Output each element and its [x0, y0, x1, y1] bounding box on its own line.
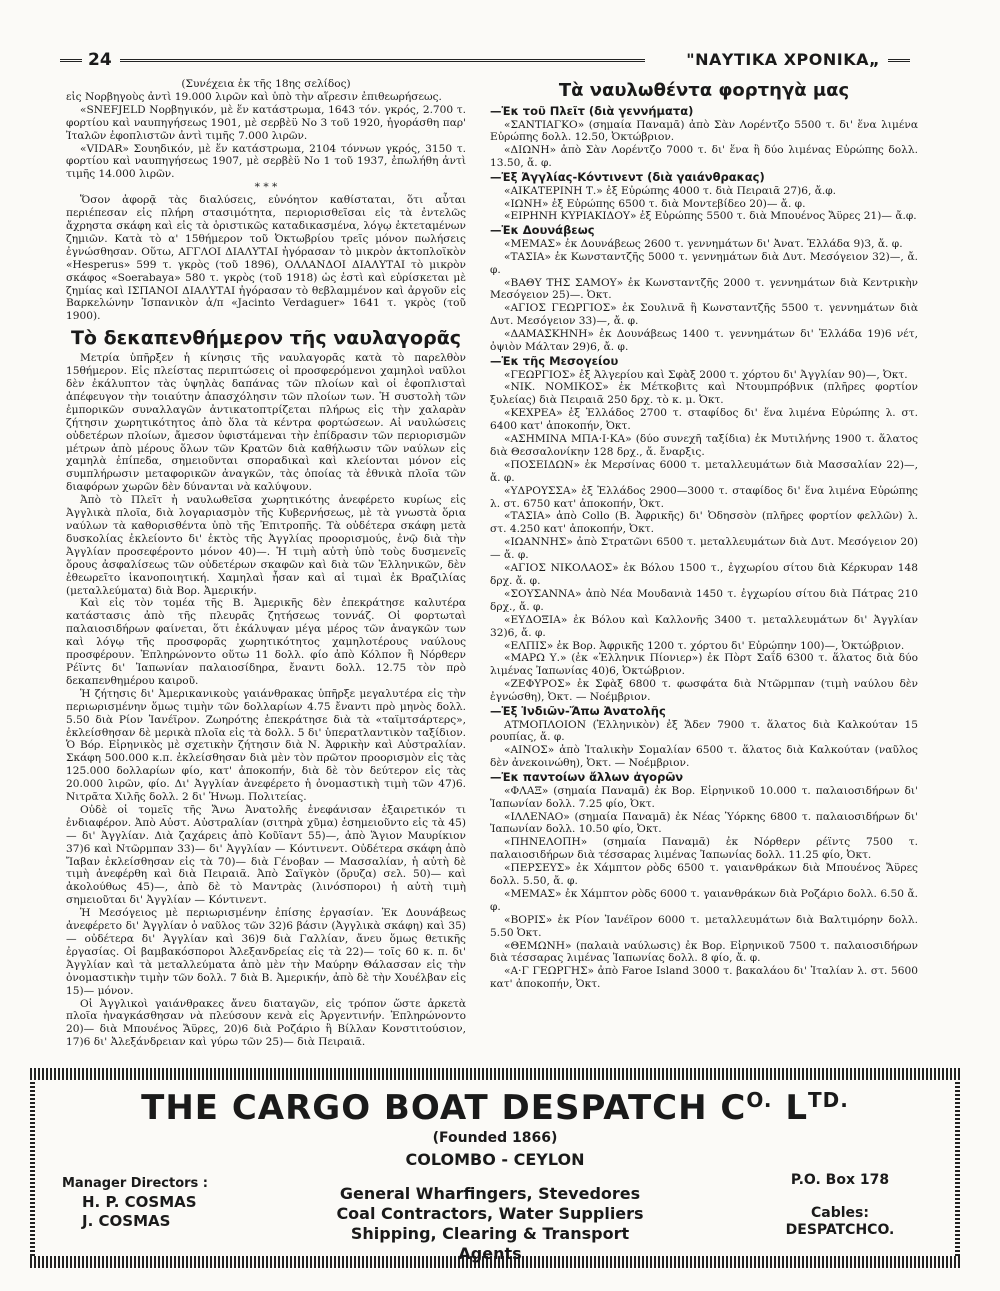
po-box: P.O. Box 178 — [790, 1172, 890, 1188]
charter-entry: «ΚΕΧΡΕΑ» ἐξ Ἑλλάδος 2700 τ. σταφίδος δι' ἕνα λιμένα Εὐρώπης λ. στ. 6400 κατ' ἀποκοπήν, Ὀκτ. — [490, 407, 918, 433]
charter-entry: «ΕΛΠΙΣ» ἐκ Βορ. Ἀφρικῆς 1200 τ. χόρτου δι' Εὐρώπην 100)—, Ὀκτώβριον. — [504, 639, 905, 652]
charter-entry: «ΕΥΔΟΞΙΑ» ἐκ Βόλου καὶ Καλλονῆς 3400 τ. μεταλλευμάτων δι' Ἀγγλίαν 32)6, ἄ. φ. — [490, 613, 918, 639]
paragraph: Ὅσον ἀφορᾷ τὰς διαλύσεις, εὐνόητον καθίσταται, ὅτι αὗται περιέπεσαν εἰς πλήρη στασιμότητα, περιορισθεῖσαι εἰς τὰ ἐντελῶς ἄχρηστα σκάφη καὶ εἰς τὰ ὁριστικῶς καταδικασμένα, λόγῳ ἐκτεταμένων ζημιῶν. Κατὰ τὸ α' 15θήμερον τοῦ Ὀκτωβρίου τρεῖς μόνον πωλήσεις ἐγνώσθησαν. Οὕτω, ΑΓΓΛΟΙ ΔΙΑΛΥΤΑΙ ἠγόρασαν τὸ μικρὸν ἀκτοπλοϊκὸν «Hesperus» 599 τ. γκρὸς (τοῦ 1896), ΟΛΛΑΝΔΟΙ ΔΙΑΛΥΤΑΙ τὸ μικρὸν σκάφος «Soerabaya» 580 τ. γκρὸς (τοῦ 1918) ὡς ἐστὶ καὶ εὑρίσκεται μὲ ζημίας καὶ ΙΣΠΑΝΟΙ ΔΙΑΛΥΤΑΙ ἠγόρασαν τὸ θεβλαμμένον καὶ ἀργοῦν εἰς Βαρκελώνην Ἰσπανικὸν ἀ/π «Jacinto Verdaguer» 1641 τ. γκρὸς (τοῦ 1900). — [66, 194, 466, 323]
charter-entry: «ΙΛΛΕΝΑΟ» (σημαία Παναμᾶ) ἐκ Νέας Ὑόρκης 6800 τ. παλαιοσιδήρων δι' Ἰαπωνίαν δολλ. 10.50 φίο, Ὀκτ. — [490, 810, 918, 836]
charter-entry: «ΑΓΙΟΣ ΝΙΚΟΛΑΟΣ» ἐκ Βόλου 1500 τ., ἐγχωρίου σίτου διὰ Κέρκυραν 148 δρχ. ἄ. φ. — [490, 562, 918, 587]
advertisement — [30, 1068, 960, 1268]
header-rule-right — [888, 59, 910, 62]
location: COLOMBO - CEYLON — [405, 1150, 585, 1169]
section-heading: —Ἐξ Ἀγγλίας-Κόντινεντ (διὰ γαιάνθρακας) — [490, 170, 765, 185]
ad-border-top — [30, 1068, 960, 1080]
left-column — [66, 78, 466, 1049]
charter-entry: «ΝΙΚ. ΝΟΜΙΚΟΣ» ἐκ Μέτκοβιτς καὶ Ντουμπρόβνικ (πλῆρες φορτίον ξυλείας) διὰ Πειραιᾶ 250 δρχ. τὸ κ. μ. Ὀκτ. — [490, 381, 918, 407]
charter-entry: «ΠΟΣΕΙΔΩΝ» ἐκ Μερσίνας 6000 τ. μεταλλευμάτων διὰ Μασσαλίαν 22)—, ἄ. φ. — [490, 458, 918, 484]
right-column — [490, 78, 918, 991]
contact — [760, 1172, 920, 1239]
charter-entry: «ΜΑΡΩ Υ.» (ἐκ «Ἑλληνικ Πίονιερ») ἐκ Πὸρτ Σαΐδ 6300 τ. ἅλατος διὰ δύο λιμένας Ἰαπωνίας 40)6, Ὀκτώβριον. — [490, 652, 918, 678]
paragraph: Μετρία ὑπῆρξεν ἡ κίνησις τῆς ναυλαγορᾶς κατὰ τὸ παρελθὸν 15θήμερον. Εἰς πλείστας περιπτώσεις οἱ προσφερόμενοι χαμηλοὶ ναῦλοι δὲν ἐκάλυπτον τὰς ὑψηλὰς δαπάνας τῶν πλοίων καὶ οἱ ἐφοπλισταὶ ἀπέφευγον τὴν τοιαύτην ἀπασχόλησιν τῶν πλοίων των. Ἡ συστολὴ τῶν ἐμπορικῶν συναλλαγῶν ἀντικατοπτρίζεται πλήρως εἰς τὴν χαλαρὰν ζήτησιν χωρητικότητος ἀπὸ ὅλα τὰ κέντρα φορτώσεων. Αἱ ναυλώσεις οὐδετέρων πλοίων, ἄμεσον ὑφιστάμεναι τὴν ἐπίδρασιν τῶν περιορισμῶν μέτρων ἀπὸ μέρους ὅλων τῶν Κρατῶν διὰ καθήλωσιν τῶν ναύλων εἰς χαμηλὰ ἐπίπεδα, σημειοῦνται σποραδικαὶ καὶ κλείονται μόνον εἰς συμπλήρωσιν μεταφορικῶν ἀναγκῶν, τὰς ὁποίας τὰ ἐθνικὰ πλοῖα τῶν διαφόρων χωρῶν δὲν δύνανται νὰ καλύψουν. — [66, 352, 466, 494]
charter-entry: «ΑΙΚΑΤΕΡΙΝΗ Τ.» ἐξ Εὐρώπης 4000 τ. διὰ Πειραιᾶ 27)6, ἄ.φ. — [504, 184, 836, 197]
charter-entry: «ΖΕΦΥΡΟΣ» ἐκ Σφὰξ 6800 τ. φωσφάτα διὰ Ντῶρμπαν (τιμὴ ναύλου δὲν ἐγνώσθη), Ὀκτ. — Νοέμβριον. — [490, 678, 918, 704]
service-line: General Wharfingers, Stevedores — [339, 1184, 641, 1203]
header-rule-left — [60, 59, 82, 62]
charter-entry: «ΔΑΜΑΣΚΗΝΗ» ἐκ Δουνάβεως 1400 τ. γεννημάτων δι' Ἑλλάδα 19)6 νέτ, ὀψιὸν Μάλταν 29)6, ἄ. φ. — [490, 328, 918, 354]
charter-entry: ΑΤΜΟΠΛΟΙΟΝ (Ἑλληνικὸν) ἐξ Ἄδεν 7900 τ. ἅλατος διὰ Καλκούταν 15 ρουπίας, ἄ. φ. — [490, 718, 918, 744]
charter-entry: «ΦΛΑΞ» (σημαία Παναμᾶ) ἐκ Βορ. Εἰρηνικοῦ 10.000 τ. παλαιοσιδήρων δι' Ἰαπωνίαν δολλ. 7.25 φίο, Ὀκτ. — [490, 784, 918, 810]
charter-sections — [490, 105, 918, 991]
section-heading: —Ἐκ παντοίων ἄλλων ἀγορῶν — [490, 770, 684, 785]
charter-entry: «ΣΟΥΣΑΝΝΑ» ἀπὸ Νέα Μουδανιὰ 1450 τ. ἐγχωρίου σίτου διὰ Πάτρας 210 δρχ., ἄ. φ. — [490, 587, 918, 613]
paragraph: Οἱ Ἀγγλικοὶ γαιάνθρακες ἄνευ διαταγῶν, εἰς τρόπον ὥστε ἀρκετὰ πλοῖα ἠναγκάσθησαν νὰ πλεύσουν κενὰ εἰς Ἀργεντινήν. Ἐπληρώνοντο 20)— διὰ Μπουένος Ἄϋρες, 20)6 διὰ Ροζάριο ἢ Βίλλαν Κονστιτούσιον, 17)6 δι' Ἀλεξάνδρειαν καὶ γύρω τῶν 25)— διὰ Πειραιᾶ. — [66, 997, 466, 1049]
paragraph: «SNEFJELD Νορβηγικόν, μὲ ἕν κατάστρωμα, 1643 τόν. γκρός, 2.700 τ. φορτίου καὶ ναυπηγήσεως 1901, μὲ σερβὲϋ Νο 3 τοῦ 1920, ἠγοράσθη παρ' Ἰταλῶν ἐφοπλιστῶν ἀντὶ τιμῆς 7.000 λιρῶν. — [66, 103, 466, 142]
charter-entry: «ΤΑΣΙΑ» ἀπὸ Collo (Β. Ἀφρικῆς) δι' Ὀδησσὸν (πλῆρες φορτίον φελλῶν) λ. στ. 4.250 κατ' ἀποκοπήν, Ὀκτ. — [490, 510, 918, 536]
section-heading: —Ἐκ τῆς Μεσογείου — [490, 354, 619, 368]
charter-entry: «ΣΑΝΤΙΑΓΚΟ» (σημαία Παναμᾶ) ἀπὸ Σὰν Λορέντζο 5500 τ. δι' ἕνα λιμένα Εὐρώπης δολλ. 12.50, Ὀκτώβριον. — [490, 118, 918, 144]
charter-entry: «ΙΩΝΗ» ἐξ Εὐρώπης 6500 τ. διὰ Μοντεβίδεο 20)— ἄ. φ. — [504, 197, 806, 210]
manager-name: J. COSMAS — [82, 1212, 171, 1230]
paragraph: (Συνέχεια ἐκ τῆς 18ης σελίδος) — [181, 78, 351, 90]
paragraph: Ἡ ζήτησις δι' Ἀμερικανικοὺς γαιάνθρακας ὑπῆρξε μεγαλυτέρα εἰς τὴν περιωρισμένην ὅμως τιμὴν τῶν δολλαρίων 4.75 ἔναντι πρὸ μηνὸς δολλ. 5.50 διὰ Ρίον Ἰανέϊρον. Ζωηρότης ἐπεκράτησε διὰ τὰ «ταϊμτσάρτερς», ἐκλείσθησαν δὲ μερικὰ πλοῖα εἰς τὰ δολλ. 5 δι' ὑπερατλαντικὸν ταξίδιον. Ὁ Βόρ. Εἰρηνικὸς μὲ σχετικὴν ζήτησιν διὰ Ν. Ἀφρικὴν καὶ Αὐστραλίαν. Σκάφη 500.000 κ.π. ἐκλείσθησαν διὰ μὲν τὸν πρῶτον προορισμὸν εἰς τὰς 125.000 δολλαρίων φίο, κατ' ἀποκοπήν, διὰ δὲ τὸν δεύτερον εἰς τὰς 20.000 λιρῶν, φίο. Δι' Ἀγγλίαν ἀνεφέρετο ἡ ὀνομαστικὴ τιμὴ τῶν 47)6. Νιτρᾶτα Χιλῆς δολλ. 2 δι' Ἡνωμ. Πολιτείας. — [66, 687, 466, 804]
charter-entry: «ΕΙΡΗΝΗ ΚΥΡΙΑΚΙΔΟΥ» ἐξ Εὐρώπης 5500 τ. διὰ Μπουένος Ἄϋρες 21)— ἄ.φ. — [504, 210, 917, 223]
page-header — [60, 50, 910, 70]
founded: (Founded 1866) — [432, 1130, 558, 1146]
paragraph: «VIDAR» Σουηδικόν, μὲ ἕν κατάστρωμα, 2104 τόννων γκρός, 3150 τ. φορτίου καὶ ναυπηγήσεως 1907, μὲ σερβὲϋ Νο 1 τοῦ 1937, ἐπωλήθη ἀντὶ τιμῆς 14.000 λιρῶν. — [66, 142, 466, 181]
charter-entry: «ΑΙΝΟΣ» ἀπὸ Ἰταλικὴν Σομαλίαν 6500 τ. ἅλατος διὰ Καλκούταν (ναῦλος δὲν ἀνεκοινώθη), Ὀκτ. — Νοέμβριον. — [490, 744, 918, 770]
section-heading: —Ἐκ τοῦ Πλεῖτ (διὰ γεννήματα) — [490, 104, 694, 118]
left-intro — [66, 78, 466, 323]
company-name: THE CARGO BOAT DESPATCH $C^{O.}$ $L^{TD.}$ — [141, 1088, 849, 1128]
charter-entry: «Α·Γ ΓΕΩΡΓΗΣ» ἀπὸ Faroe Island 3000 τ. βακαλάου δι' Ἰταλίαν λ. στ. 5600 κατ' ἀποκοπήν, Ὀκτ. — [490, 965, 918, 991]
charter-entry: «ΑΓΙΟΣ ΓΕΩΡΓΙΟΣ» ἐκ Σουλινᾶ ἢ Κωνσταντζῆς 5500 τ. γεννημάτων διὰ Δυτ. Μεσόγειον 33)—, ἄ. φ. — [490, 302, 918, 328]
charter-entry: «ΜΕΜΑΣ» ἐκ Δουνάβεως 2600 τ. γεννημάτων δι' Ἀνατ. Ἑλλάδα 9)3, ἄ. φ. — [504, 237, 903, 250]
charter-entry: «ΘΕΜΩΝΗ» (παλαιὰ ναύλωσις) ἐκ Βορ. Εἰρηνικοῦ 7500 τ. παλαιοσιδήρων διὰ τέσσαρας λιμένας Ἰαπωνίας δολλ. 8 φίο, ἄ. φ. — [490, 939, 918, 965]
charter-entry: «ΥΔΡΟΥΣΣΑ» ἐξ Ἑλλάδος 2900—3000 τ. σταφίδος δι' ἕνα λιμένα Εὐρώπης λ. στ. 6750 κατ' ἀποκοπήν, Ὀκτ. — [490, 484, 918, 510]
paragraph: * * * — [254, 181, 278, 194]
services — [320, 1184, 660, 1264]
cables-address: DESPATCHCO. — [785, 1222, 895, 1238]
charter-entry: «ΒΑΘΥ ΤΗΣ ΣΑΜΟΥ» ἐκ Κωνσταντζῆς 2000 τ. γεννημάτων διὰ Κεντρικὴν Μεσόγειον 25)—. Ὀκτ. — [490, 276, 918, 302]
managers-label: Manager Directors : — [62, 1176, 208, 1191]
charter-entry: «ΤΑΣΙΑ» ἐκ Κωνσταντζῆς 5000 τ. γεννημάτων διὰ Δυτ. Μεσόγειον 32)—, ἄ. φ. — [490, 250, 918, 276]
page-number: 24 — [88, 50, 112, 70]
charter-entry: «ΜΕΜΑΣ» ἐκ Χάμπτον ρὸδς 6000 τ. γαιανθράκων διὰ Ροζάριο δολλ. 6.50 ἄ. φ. — [490, 887, 918, 913]
left-body — [66, 352, 466, 1049]
service-line: Shipping, Clearing & Transport Agents — [350, 1224, 630, 1263]
managers — [62, 1174, 262, 1231]
service-line: Coal Contractors, Water Suppliers — [336, 1204, 644, 1223]
charter-entry: «ΔΙΩΝΗ» ἀπὸ Σὰν Λορέντζο 7000 τ. δι' ἕνα ἢ δύο λιμένας Εὐρώπης δολλ. 13.50, ἄ. φ. — [490, 144, 918, 170]
publication-title: "ΝΑΥΤΙΚΑ ΧΡΟΝΙΚΑ„ — [686, 50, 880, 69]
paragraph: Ἀπὸ τὸ Πλεῖτ ἡ ναυλωθεῖσα χωρητικότης ἀνεφέρετο κυρίως εἰς Ἀγγλικὰ πλοῖα, διὰ λογαριασμὸν τῆς Κυβερνήσεως, μὲ τὰ γνωστὰ ὅρια ναύλων τὰ καθορισθέντα ὑπὸ τῆς Ἐπιτροπῆς. Τὰ οὐδέτερα σκάφη μετὰ δυσκολίας ἐκλείοντο δι' ἐκτὸς τῆς Ἀγγλίας προορισμούς, ἐνῷ διὰ τὴν Ἀγγλίαν προσεφέροντο μόνον 40)—. Ἡ τιμὴ αὐτὴ ὑπὸ τοὺς δυσμενεῖς ὅρους ἀσφαλίσεως τῶν οὐδετέρων σκαφῶν καὶ διὰ τῶν Ἑλληνικῶν, δὲν ἐθεωρεῖτο ἱκανοποιητική. Χαμηλαὶ ἦσαν καὶ αἱ τιμαὶ ἐκ Βραζιλίας (μεταλλεύματα) διὰ Βορ. Ἀμερικήν. — [66, 494, 466, 597]
charter-entry: «ΑΣΗΜΙΝΑ ΜΠΑ·Ι·ΚΑ» (δύο συνεχῆ ταξίδια) ἐκ Μυτιλήνης 1900 τ. ἅλατος διὰ Θεσσαλονίκην 128 δρχ., ἄ. ἔναρξις. — [490, 433, 918, 458]
manager-name: H. P. COSMAS — [82, 1193, 197, 1211]
paragraph: εἰς Νορβηγοὺς ἀντὶ 19.000 λιρῶν καὶ ὑπὸ τὴν αἵρεσιν ἐπιθεωρήσεως. — [66, 90, 442, 103]
header-rule-middle — [120, 59, 645, 62]
section-heading: —Ἐξ Ἰνδιῶν-Ἄπω Ἀνατολῆς — [490, 704, 666, 719]
charter-entry: «ΠΕΡΣΕΥΣ» ἐκ Χάμπτον ρὸδς 6500 τ. γαιανθράκων διὰ Μπουένος Ἄϋρες δολλ. 5.50, ἄ. φ. — [490, 862, 918, 888]
charter-entry: «ΠΗΝΕΛΟΠΗ» (σημαία Παναμᾶ) ἐκ Νόρθερν ρέϊντς 7500 τ. παλαιοσιδήρων διὰ τέσσαρας λιμένας Ἰαπωνίας δολλ. 11.25 φίο, Ὀκτ. — [490, 836, 918, 862]
freight-market-heading: Τὸ δεκαπενθήμερον τῆς ναυλαγορᾶς — [70, 327, 462, 350]
section-heading: —Ἐκ Δουνάβεως — [490, 223, 595, 238]
charter-entry: «ΒΟΡΙΣ» ἐκ Ρίον Ἰανέϊρον 6000 τ. μεταλλευμάτων διὰ Βαλτιμόρην δολλ. 5.50 Ὀκτ. — [490, 913, 918, 939]
cables-label: Cables: — [811, 1205, 869, 1221]
charter-entry: «ΙΩΑΝΝΗΣ» ἀπὸ Στρατῶνι 6500 τ. μεταλλευμάτων διὰ Δυτ. Μεσόγειον 20)— ἄ. φ. — [490, 536, 918, 562]
paragraph: Οὐδὲ οἱ τομεῖς τῆς Ἄνω Ἀνατολῆς ἐνεφάνισαν ἐξαιρετικόν τι ἐνδιαφέρον. Ἀπὸ Αὐστ. Αὐστραλίαν (σιτηρὰ χῦμα) ἐσημειοῦντο εἰς τὰ 45)— δι' Ἀγγλίαν. Διὰ ζαχάρεις ἀπὸ Κοῦϊαντ 55)—, ἀπὸ Ἅγιον Μαυρίκιον 37)6 καὶ Ντῶρμπαν 33)— δι' Ἀγγλίαν — Κόντινεντ. Οὐδέτερα σκάφη ἀπὸ Ἴαβαν ἐκλείσθησαν εἰς τὰ 70)— διὰ Γένοβαν — Μασσαλίαν, ἡ αὐτὴ δὲ τιμὴ ἀνεφέρθη καὶ διὰ Πειραιᾶ. Ἀπὸ Σαϊγκὸν (ὄρυζα) σελ. 50)— καὶ ἀκολούθως 45)—, ἀπὸ δὲ τὸ Μαντρὰς (λινόσποροι) ἡ αὐτὴ τιμὴ σημειοῦται δι' Ἀγγλίαν — Κόντινεντ. — [66, 803, 466, 907]
charter-entry: «ΓΕΩΡΓΙΟΣ» ἐξ Ἀλγερίου καὶ Σφὰξ 2000 τ. χόρτου δι' Ἀγγλίαν 90)—, Ὀκτ. — [504, 368, 908, 381]
paragraph: Ἡ Μεσόγειος μὲ περιωρισμένην ἐπίσης ἐργασίαν. Ἐκ Δουνάβεως ἀνεφέρετο δι' Ἀγγλίαν ὁ ναῦλος τῶν 32)6 βάσιν (Ἀγγλικὰ σκάφη) καὶ 35)— οὐδέτερα δι' Ἀγγλίαν καὶ 36)9 διὰ Γαλλίαν, ἄνευ ὅμως θετικῆς ἐργασίας. Οἱ βαμβακόσποροι Ἀλεξανδρείας εἰς τὰ 22)— τοῖς 60 κ. π. δι' Ἀγγλίαν καὶ τὰ μεταλλεύματα ἀπὸ μὲν τὴν Μαύρην Θάλασσαν εἰς τὴν ὀνομαστικὴν τιμὴν τῶν δολλ. 7 διὰ Β. Ἀμερικήν, ἀπὸ δὲ τὴν Χουέλβαν εἰς 15)— μόνον. — [66, 907, 466, 997]
paragraph: Καὶ εἰς τὸν τομέα τῆς Β. Ἀμερικῆς δὲν ἐπεκράτησε καλυτέρα κατάστασις ἀπὸ τῆς πλευρᾶς ζητήσεως τοννάζ. Οἱ φορτωταὶ παλαιοσιδήρων φαίνεται, ὅτι ἐκάλυψαν μέγα μέρος τῶν ἀναγκῶν των καὶ λόγῳ τῆς προσφορᾶς χωρητικότητος χαμηλοτέρους ναύλους προσφέρουν. Ἐπληρώνοντο οὕτω 11 δολλ. φίο ἀπὸ Κόλπον ἢ Νόρθερν Ρέϊντς δι' Ἰαπωνίαν παλαιοσίδηρα, ἔναντι δολλ. 12.75 τὸν πρὸ δεκαπενθημέρου καιροῦ. — [66, 597, 466, 687]
chartered-ships-heading: Τὰ ναυλωθέντα φορτηγὰ μας — [558, 80, 850, 101]
